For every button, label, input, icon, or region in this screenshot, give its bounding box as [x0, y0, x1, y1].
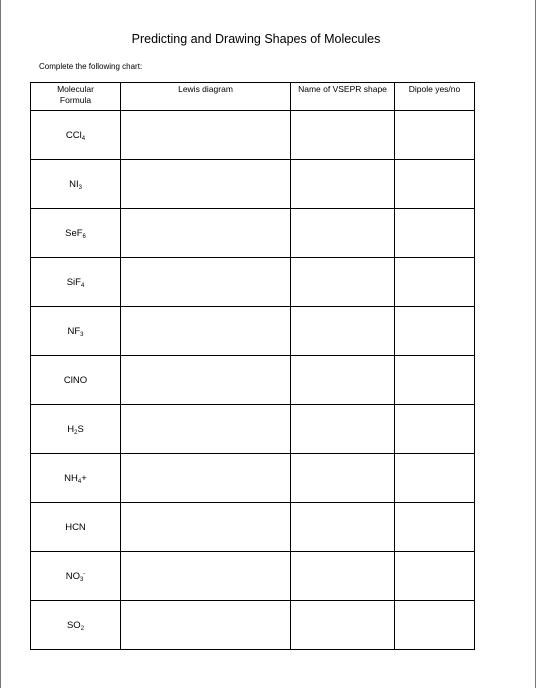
vsepr-shape-cell[interactable]: [291, 405, 395, 454]
formula-text: SO: [66, 619, 81, 631]
formula-cell: [31, 601, 121, 650]
formula-text: HCN: [65, 521, 86, 533]
dipole-cell[interactable]: [395, 160, 475, 209]
chart-header-row: [31, 83, 475, 111]
formula-cell: [31, 258, 121, 307]
lewis-diagram-cell[interactable]: [121, 160, 291, 209]
formula-subscript: 2: [80, 625, 85, 632]
formula-supscript: -: [83, 570, 86, 577]
formula-subscript: 3: [79, 576, 84, 583]
formula-cell: [31, 307, 121, 356]
formula-cell: [31, 111, 121, 160]
vsepr-shape-cell[interactable]: [291, 601, 395, 650]
vsepr-shape-cell[interactable]: [291, 209, 395, 258]
page-title: Predicting and Drawing Shapes of Molecules: [131, 32, 381, 46]
formula-subscript: 4: [81, 135, 86, 142]
header-molecular-formula: [31, 83, 121, 111]
dipole-cell[interactable]: [395, 209, 475, 258]
table-row: [31, 356, 475, 405]
lewis-diagram-cell[interactable]: [121, 209, 291, 258]
formula-cell: [31, 160, 121, 209]
table-row: [31, 454, 475, 503]
formula-cell: [31, 454, 121, 503]
lewis-diagram-cell[interactable]: [121, 356, 291, 405]
dipole-cell[interactable]: [395, 503, 475, 552]
vsepr-shape-cell[interactable]: [291, 160, 395, 209]
formula-subscript: 3: [80, 331, 84, 338]
formula-text: NO: [65, 570, 80, 582]
formula-text: NF: [67, 325, 81, 337]
table-row: [31, 307, 475, 356]
lewis-diagram-cell[interactable]: [121, 552, 291, 601]
formula-text: ClNO: [63, 374, 88, 386]
lewis-diagram-cell[interactable]: [121, 454, 291, 503]
formula-subscript: 4: [77, 478, 82, 485]
formula-text: SeF: [65, 227, 83, 239]
formula-text: NH: [64, 472, 78, 484]
formula-text: H: [67, 423, 75, 435]
header-vsepr-shape: Name of VSEPR shape: [291, 83, 395, 111]
dipole-cell[interactable]: [395, 552, 475, 601]
table-row: [31, 405, 475, 454]
table-row: [31, 552, 475, 601]
dipole-cell[interactable]: [395, 111, 475, 160]
vsepr-shape-cell[interactable]: [291, 307, 395, 356]
vsepr-shape-cell[interactable]: [291, 258, 395, 307]
vsepr-shape-cell[interactable]: [291, 503, 395, 552]
lewis-diagram-cell[interactable]: [121, 601, 291, 650]
dipole-cell[interactable]: [395, 601, 475, 650]
header-lewis-diagram: Lewis diagram: [121, 83, 291, 111]
formula-cell: [31, 405, 121, 454]
formula-cell: [31, 503, 121, 552]
molecule-chart: [30, 82, 475, 650]
dipole-cell[interactable]: [395, 356, 475, 405]
table-row: [31, 111, 475, 160]
instruction-text: Complete the following chart:: [39, 62, 143, 71]
formula-subscript: 6: [82, 233, 86, 240]
dipole-cell[interactable]: [395, 405, 475, 454]
dipole-cell[interactable]: [395, 454, 475, 503]
formula-text: S: [77, 423, 84, 435]
lewis-diagram-cell[interactable]: [121, 258, 291, 307]
formula-cell: [31, 356, 121, 405]
formula-text: CCl: [65, 129, 82, 141]
dipole-cell[interactable]: [395, 258, 475, 307]
table-row: [31, 601, 475, 650]
formula-text: SiF: [66, 276, 81, 288]
lewis-diagram-cell[interactable]: [121, 307, 291, 356]
table-row: [31, 503, 475, 552]
table-row: [31, 209, 475, 258]
header-formula-line: Formula: [59, 95, 92, 105]
vsepr-shape-cell[interactable]: [291, 356, 395, 405]
table-row: [31, 258, 475, 307]
formula-text: +: [81, 472, 87, 484]
header-formula-line: Molecular: [57, 84, 94, 94]
formula-cell: [31, 552, 121, 601]
formula-text: NI: [69, 178, 79, 190]
formula-subscript: 3: [78, 184, 82, 191]
vsepr-shape-cell[interactable]: [291, 454, 395, 503]
header-dipole: Dipole yes/no: [395, 83, 475, 111]
lewis-diagram-cell[interactable]: [121, 405, 291, 454]
formula-subscript: 2: [74, 429, 78, 436]
dipole-cell[interactable]: [395, 307, 475, 356]
table-row: [31, 160, 475, 209]
vsepr-shape-cell[interactable]: [291, 552, 395, 601]
formula-cell: [31, 209, 121, 258]
vsepr-shape-cell[interactable]: [291, 111, 395, 160]
lewis-diagram-cell[interactable]: [121, 111, 291, 160]
lewis-diagram-cell[interactable]: [121, 503, 291, 552]
formula-subscript: 4: [80, 282, 85, 289]
